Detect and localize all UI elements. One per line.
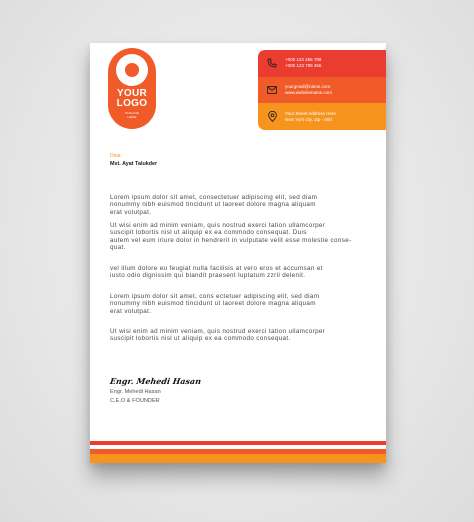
paragraph-line: Ut wisi enim ad minim veniam, quis nostrud exerci tation ullamcorper	[110, 222, 326, 229]
paragraph-line: vel illum dolore eu feugiat nulla facilisis at vero eros et accumsan et	[110, 265, 323, 272]
logo-text	[108, 89, 156, 109]
logo-line-2: LOGO	[116, 98, 148, 109]
location-pin-icon	[266, 111, 278, 123]
letterhead-page	[90, 43, 386, 463]
website-line: www.websitename.com	[285, 90, 333, 96]
contact-email-text	[285, 84, 332, 96]
logo	[108, 48, 156, 129]
contact-phone-row	[258, 50, 386, 77]
logo-line-1: YOUR	[116, 88, 148, 99]
contact-address-text	[285, 111, 336, 123]
paragraph-line: nonummy nibh euismod tincidunt ut laoreet dolore magna aliquam	[110, 201, 316, 209]
phone-line-2: +000 123 789 456	[285, 63, 322, 69]
logo-ring-icon	[116, 54, 148, 86]
signatory-title: C.E.O & FOUNDER	[110, 398, 160, 404]
salutation: Dear,	[110, 153, 122, 159]
paragraph-line: nonummy nibh euismod tincidunt ut laoreet dolore magna aliquam	[110, 300, 316, 308]
logo-tagline-2: HERE	[127, 115, 137, 119]
signatory-name: Engr. Mehedi Hasan	[110, 389, 161, 395]
phone-icon	[266, 57, 278, 69]
paragraph-5	[110, 328, 362, 343]
paragraph-2	[110, 222, 362, 251]
contact-block	[258, 50, 386, 130]
logo-tagline-1: TAGLINE	[124, 111, 139, 115]
paragraph-line: iusto odio dignissim qui blandit praesent luptatum zzril delenit.	[110, 272, 306, 280]
paragraph-line: erat volutpat.	[110, 208, 152, 216]
address-line-1: Your Street Address Here	[285, 110, 336, 116]
paragraph-4	[110, 293, 362, 315]
paragraph-line: erat volutpat.	[110, 307, 152, 315]
contact-email-row	[258, 77, 386, 104]
paragraph-line: suscipit lobortis nisl ut aliquip ex ea commodo consequat.	[110, 335, 291, 343]
contact-address-row	[258, 103, 386, 130]
email-line-1: yourgmail@name.com	[285, 84, 331, 90]
address-line-2: New York city, Zip - 000	[285, 116, 332, 122]
contact-phone-text	[285, 57, 321, 69]
footer-stripe-amber	[90, 454, 386, 463]
signature: Engr. Mehedi Hasan	[109, 376, 202, 386]
paragraph-line: Lorem ipsum dolor sit amet, cons ectetuer adipiscing elit, sed diam	[110, 293, 320, 300]
phone-line-1: +000 123 456 789	[285, 57, 322, 63]
paragraph-line: suscipit lobortis nisl ut aliquip ex ea commodo consequat. Duis	[110, 229, 307, 237]
paragraph-line: Lorem ipsum dolor sit amet, consectetuer adipiscing elit, sed diam	[110, 194, 318, 201]
logo-tagline	[108, 111, 156, 119]
paragraph-line: autem vel eum iriure dolor in hendrerit in vulputate velit esse molestie conse-	[110, 236, 352, 244]
paragraph-3	[110, 265, 362, 280]
recipient-name: Mst. Ayat Talukder	[110, 161, 158, 167]
paragraph-1	[110, 194, 362, 216]
envelope-icon	[266, 84, 278, 96]
paragraph-line: Ut wisi enim ad minim veniam, quis nostrud exerci tation ullamcorper	[110, 328, 326, 335]
paragraph-line: quat.	[110, 243, 126, 251]
